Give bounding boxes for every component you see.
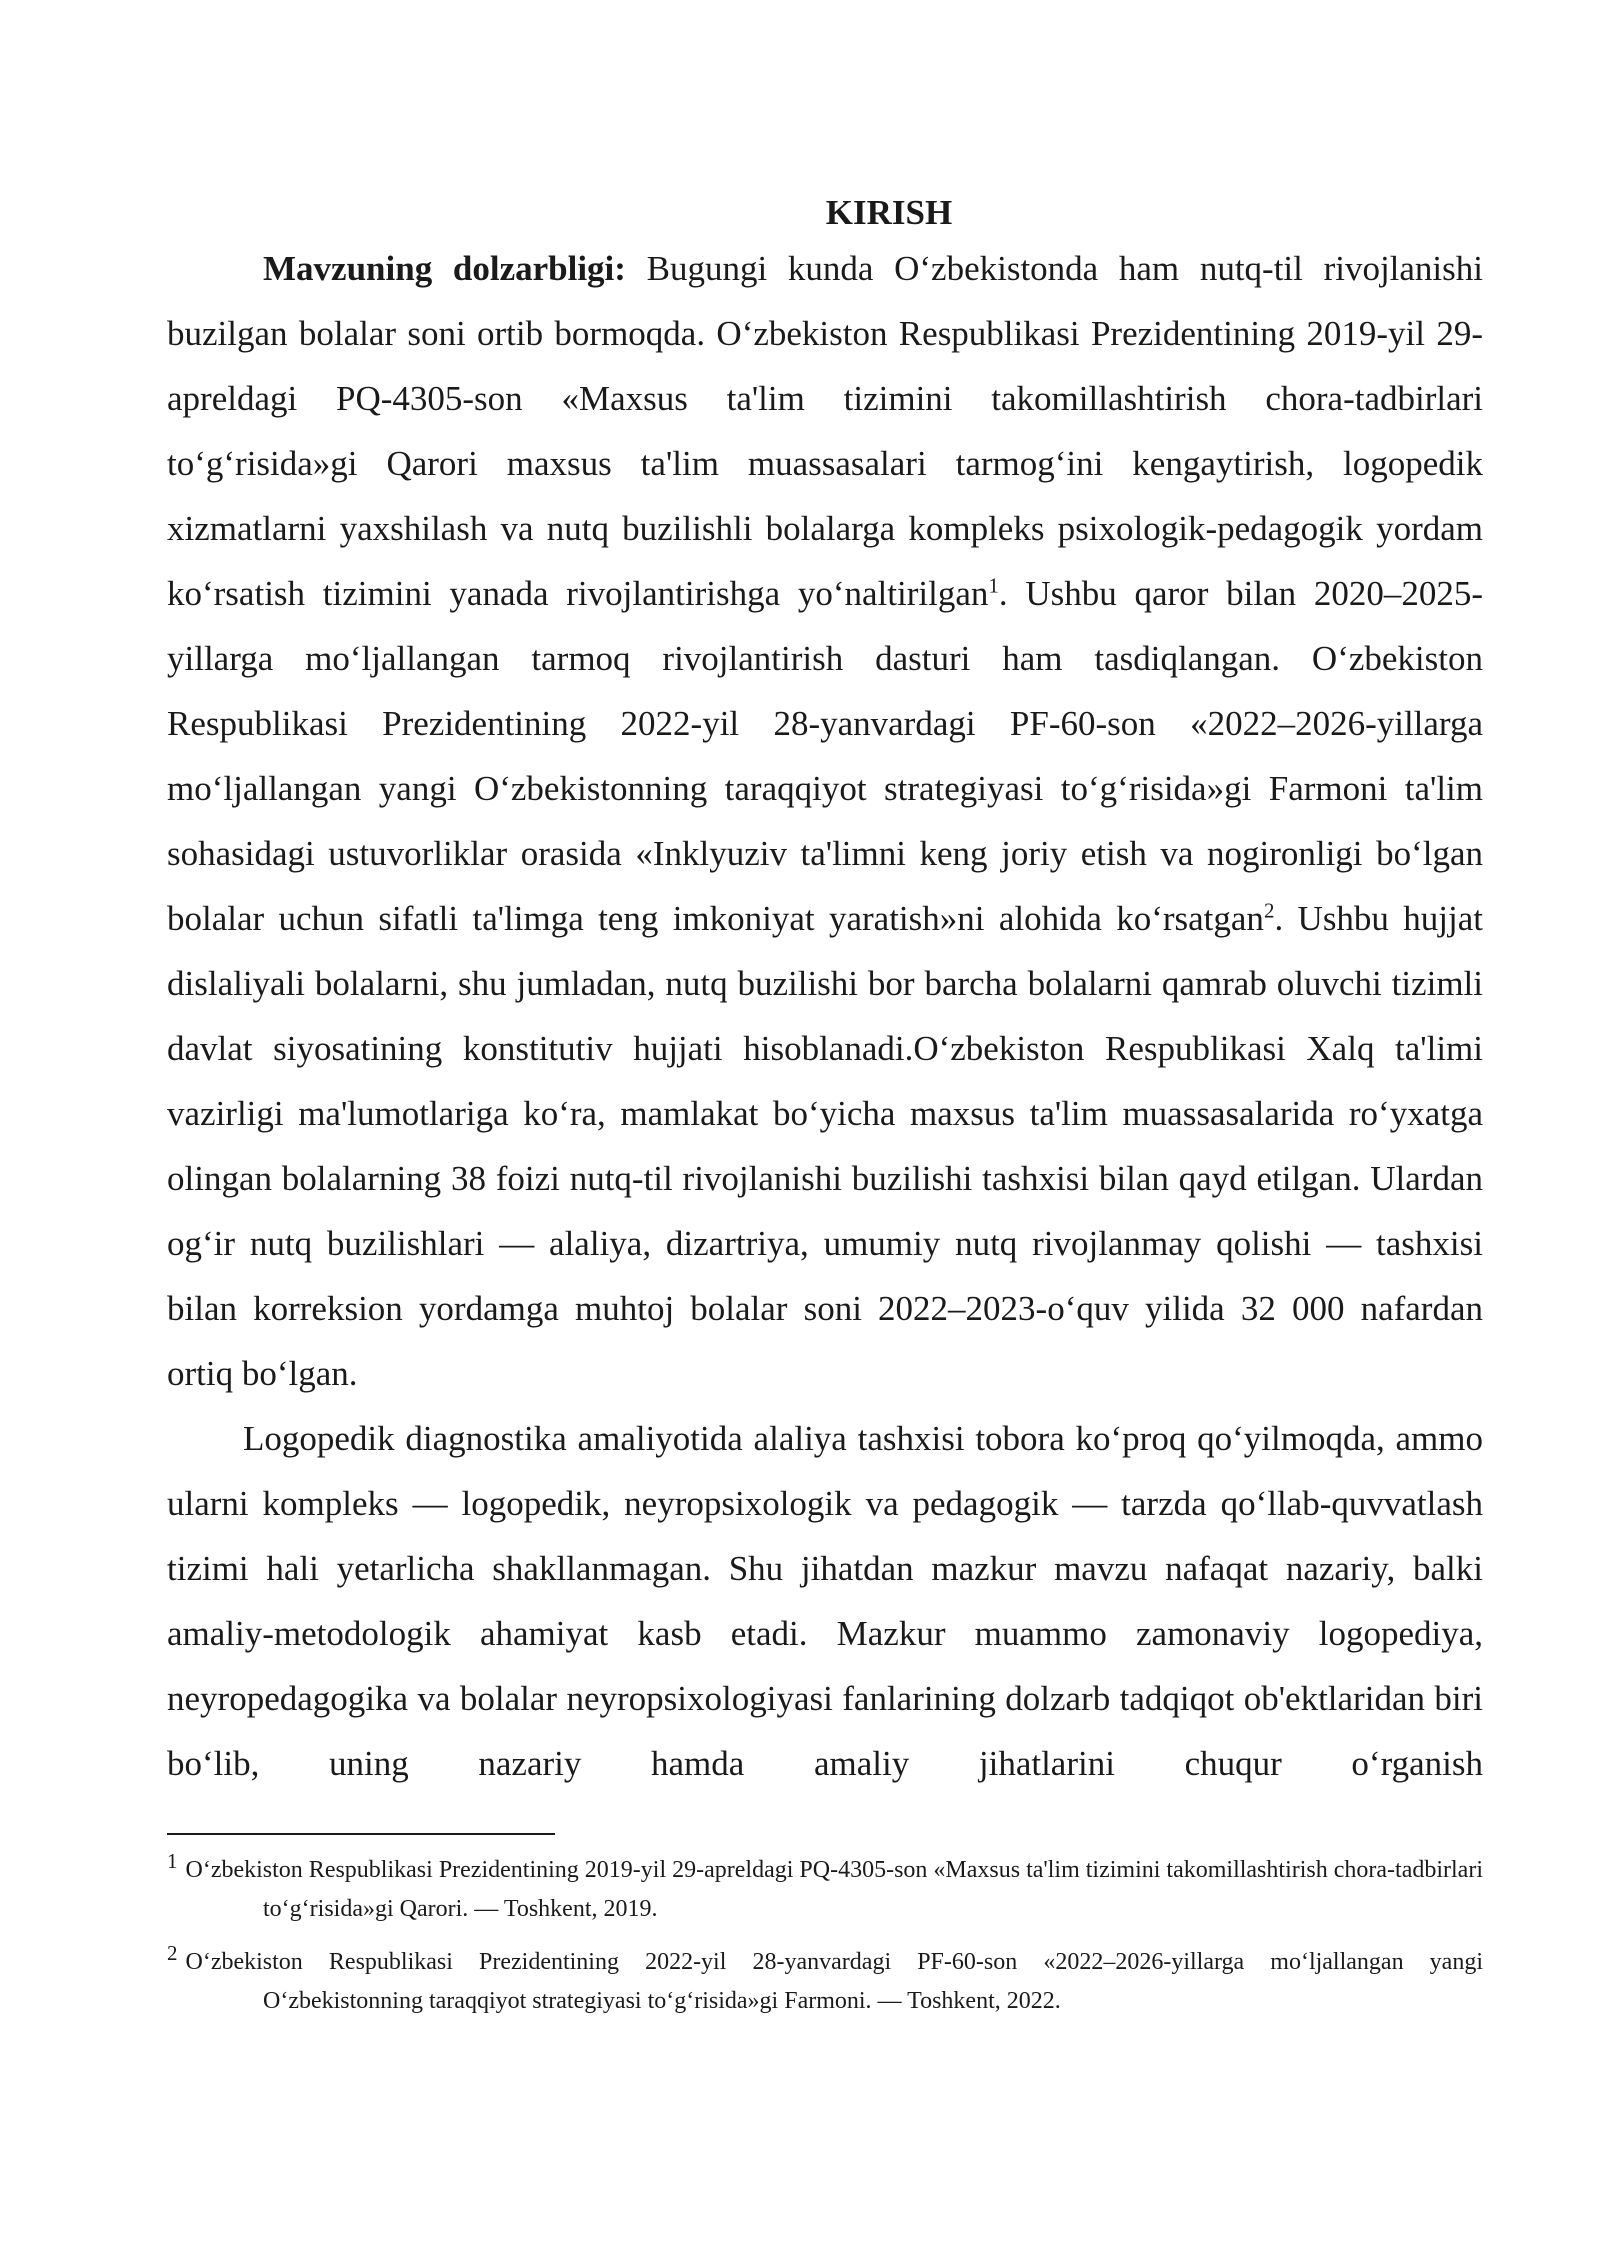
- paragraph-relevance: [167, 236, 1483, 1406]
- footnote-mark-1: 1: [167, 1849, 178, 1873]
- footnote-2: [167, 1943, 1483, 2021]
- document-heading: KIRISH: [825, 193, 953, 232]
- paragraph-diagnostics: Logopedik diagnostika amaliyotida alaliya tashxisi tobora ko‘proq qo‘yilmoqda, ammo ularni kompleks — logopedik, neyropsixologik va pedagogik — tarzda qo‘llab-quvvatlash tizimi hali yetarlicha shakllanmagan. Shu jihatdan mazkur mavzu nafaqat nazariy, balki amaliy-metodologik ahamiyat kasb etadi. Mazkur muammo zamonaviy logopediya, neyropedagogika va bolalar neyropsixologiyasi fanlarining dolzarb tadqiqot ob'ektlaridan biri bo‘lib, uning nazariy hamda amaliy jihatlarini chuqur o‘rganish: [167, 1419, 1483, 1783]
- footnote-mark-2: 2: [167, 1941, 178, 1965]
- footnotes-section: [167, 1851, 1483, 2035]
- footnote-text-2: O‘zbekiston Respublikasi Prezidentining 2022-yil 28-yanvardagi PF-60-son «2022–2026-yillarga mo‘ljallangan yangi O‘zbekistonning taraqqiyot strategiyasi to‘g‘risida»gi Farmoni. — Toshkent, 2022.: [185, 1949, 1483, 2014]
- footnote-reference-2[interactable]: 2: [1263, 898, 1275, 923]
- paragraph-text-part2: . Ushbu qaror bilan 2020–2025-yillarga mo‘ljallangan tarmoq rivojlantirish dasturi ham tasdiqlangan. O‘zbekiston Respublikasi Prezidentining 2022-yil 28-yanvardagi PF-60-son «2022–2026-yillarga mo‘ljallangan yangi O‘zbekistonning taraqqiyot strategiyasi to‘g‘risida»gi Farmoni ta'lim sohasidagi ustuvorliklar orasida «Inklyuziv ta'limni keng joriy etish va nogironligi bo‘lgan bolalar uchun sifatli ta'limga teng imkoniyat yaratish»ni alohida ko‘rsatgan: [167, 574, 1483, 938]
- document-page: [167, 190, 1483, 1796]
- footnote-1: [167, 1851, 1483, 1929]
- paragraph-text-part3: . Ushbu hujjat dislaliyali bolalarni, shu jumladan, nutq buzilishi bor barcha bolalarni qamrab oluvchi tizimli davlat siyosatining konstitutiv hujjati hisoblanadi.O‘zbekiston Respublikasi Xalq ta'limi vazirligi ma'lumotlariga ko‘ra, mamlakat bo‘yicha maxsus ta'lim muassasalarida ro‘yxatga olingan bolalarning 38 foizi nutq-til rivojlanishi buzilishi tashxisi bilan qayd etilgan. Ulardan og‘ir nutq buzilishlari — alaliya, dizartriya, umumiy nutq rivojlanmay qolishi — tashxisi bilan korreksion yordamga muhtoj bolalar soni 2022–2023-o‘quv yilida 32 000 nafardan ortiq bo‘lgan.: [167, 899, 1483, 1393]
- paragraph-lead-bold: Mavzuning dolzarbligi:: [263, 249, 626, 288]
- footnote-text-1: O‘zbekiston Respublikasi Prezidentining 2019-yil 29-apreldagi PQ-4305-son «Maxsus ta'lim tizimini takomillashtirish chora-tadbirlari to‘g‘risida»gi Qarori. — Toshkent, 2019.: [185, 1857, 1483, 1922]
- footnote-separator: [167, 1833, 555, 1835]
- paragraph-text-part1: Bugungi kunda O‘zbekistonda ham nutq-til rivojlanishi buzilgan bolalar soni ortib bormoqda. O‘zbekiston Respublikasi Prezidentining 2019-yil 29-apreldagi PQ-4305-son «Maxsus ta'lim tizimini takomillashtirish chora-tadbirlari to‘g‘risida»gi Qarori maxsus ta'lim muassasalari tarmog‘ini kengaytirish, logopedik xizmatlarni yaxshilash va nutq buzilishli bolalarga kompleks psixologik-pedagogik yordam ko‘rsatish tizimini yanada rivojlantirishga yo‘naltirilgan: [167, 249, 1483, 613]
- footnote-reference-1[interactable]: 1: [988, 573, 999, 598]
